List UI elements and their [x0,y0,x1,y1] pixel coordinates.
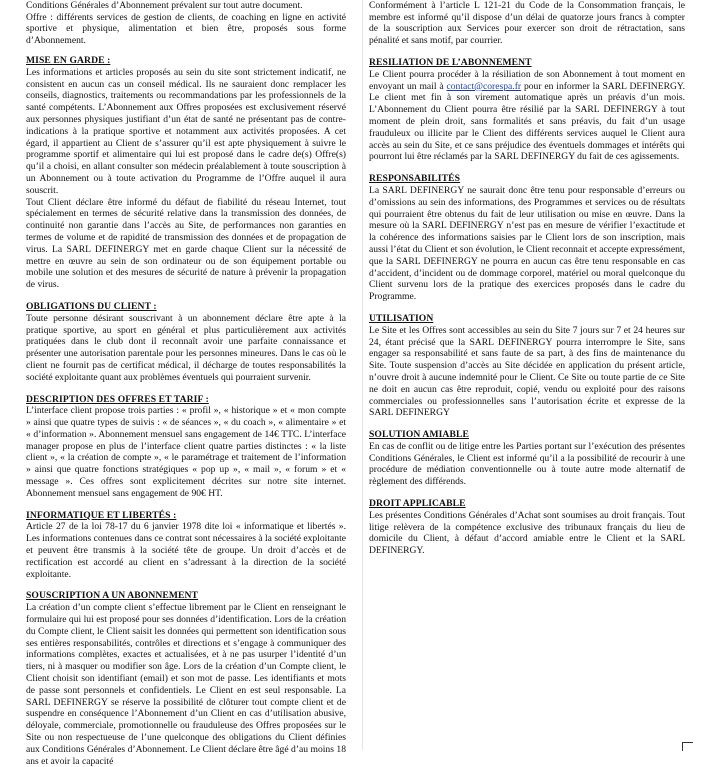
column-gap [362,0,363,750]
heading-droit-applicable: DROIT APPLICABLE [369,498,466,510]
heading-description-offres: DESCRIPTION DES OFFRES ET TARIF : [26,393,209,405]
intro-line-2: Conditions Générales d’Abonnement prévalent sur tout autre document. [26,0,303,11]
intro-offre: Offre : différents services de gestion de clients, de coaching en ligne en activité sportive et physique, alimentation et bien être, proposés sous forme d’Abonnement. [26,11,346,47]
section-solution-amiable [369,429,685,488]
section-obligations [26,301,346,384]
responsabilites-text: La SARL DEFINERGY ne saurait donc être tenu pour responsable d’erreurs ou d’omissions au sein des informations, des Programmes et services ou de résultats qui pourraient être obtenus du fait de leur utilisation ou mise en œuvre. Dans la mesure où la SARL DEFINERGY n’est pas en mesure de vérifier l’exactitude et la cohérence des informations saisies par le Client lors de son inscription, mais aussi l’état du Client et son évolution, le Client reconnait et accepte expressément, que la SARL DEFINERGY ne pourra en aucun cas être tenu responsable en cas d’accident, d’incident ou de dommage corporel, matériel ou moral quelconque du Client survenu lors de la pratique des exercices proposés dans le cadre du Programme. [369,184,685,303]
left-column [26,0,346,767]
section-mise-en-garde [26,55,346,291]
page-corner-mark [682,742,693,751]
obligations-text: Toute personne désirant souscrivant à un abonnement déclare être apte à la pratique sportive, au sport en général et plus particulièrement aux activités pratiquées dans le club dont il reconnaît avoir une parfaite connaissance et présenter une autorisation parentale pour les personnes mineures. Dans le cas où le client ne fournit pas de certificat médical, il décharge de toutes responsabilités la société exploitante quant aux problèmes éventuels qui pourraient survenir. [26,312,346,383]
right-column [369,0,685,750]
resiliation-text-after-link: pour en informer la SARL DEFINERGY. Le client met fin à son virement automatique après un préavis d’un mois. L’Abonnement du Client pourra être résilié par la SARL DEFINERGY à tout moment de plein droit, sans formalités et sans préavis, du fait d’un usage frauduleux ou illicite par le Client des différents services auquel le Client aura accès au sein du Site, et ce sans préjudice des éventuels dommages et intérêts qui pourront lui être réclamés par la SARL DEFINERGY du fait de ces agissements. [369,80,685,163]
mise-en-garde-paragraph-2: Tout Client déclare être informé du défaut de fiabilité du réseau Internet, tout spécialement en termes de sécurité relative dans la transmission des données, de continuité non garantie dans l’accès au Site, de performances non garanties en termes de volume et de rapidité de transmission des données et de propagation de virus. La SARL DEFINERGY met en garde chaque Client sur la nécessité de mettre en œuvre au sein de son ordinateur ou de son équipement portable ou mobile une solution et des mesures de sécurité de nature à prévenir la propagation de virus. [26,196,346,291]
section-retractation [369,0,685,47]
section-souscription [26,590,346,767]
solution-amiable-text: En cas de conflit ou de litige entre les Parties portant sur l’exécution des présentes Conditions Générales, le Client est informé qu’il a la possibilité de recourir à une procédure de médiation conventionnelle ou à toute autre mode alternatif de règlement des différends. [369,440,685,488]
section-droit-applicable [369,498,685,557]
section-utilisation [369,313,685,419]
heading-mise-en-garde: MISE EN GARDE : [26,54,111,66]
souscription-text: La création d’un compte client s’effectue librement par le Client en renseignant le formulaire qui lui est proposé pour ses données d’identification. Lors de la création du Compte client, le Client saisit les données qui permettent son identification sous ses entières responsabilités, contrôles et directions et s’engage à communiquer des informations complètes, exactes et actualisées, et à ne pas usurper l’identité d’un tiers, ni à masquer ou modifier son âge. Lors de la création d’un Compte client, le Client choisit son identifiant (email) et son mot de passe. Les identifiants et mots de passe sont personnels et confidentiels. Le Client en est seul responsable. La SARL DEFINERGY se réserve la possibilité de clôturer tout compte client et de suspendre en conséquence l’Abonnement d’un Client en cas d’utilisation abusive, déloyale, commerciale, promotionnelle ou frauduleuse des Offres proposées sur le Site ou non respectueuse de l’une quelconque des obligations du Client définies aux Conditions Générales d’Abonnement. Le Client déclare être âgé d’au moins 18 ans et avoir la capacité [26,602,346,767]
section-responsabilites [369,173,685,303]
heading-informatique-libertes: INFORMATIQUE ET LIBERTÉS : [26,509,177,521]
heading-souscription: SOUSCRIPTION A UN ABONNEMENT [26,590,199,602]
contact-email-link[interactable]: contact@corespa.fr [446,80,522,92]
utilisation-text: Le Site et les Offres sont accessibles au sein du Site 7 jours sur 7 et 24 heures sur 24, étant précisé que la SARL DEFINERGY pourra interrompre le Site, sans engager sa responsabilité et sans faute de sa part, à des fins de maintenance du Site. Toute suspension d’accès au Site décidée en application du présent article, n’ouvre droit à aucune indemnité pour le Client. Ce Site ou toute partie de ce Site ne doit en aucun cas être reproduit, copié, vendu ou exploité pour des raisons commerciales ou professionnelles sans l’autorisation écrite et expresse de la SARL DEFINERGY [369,324,685,419]
droit-applicable-text: Les présentes Conditions Générales d’Achat sont soumises au droit français. Tout litige relèvera de la compétence exclusive des tribunaux français du lieu de domicile du Client, à défaut d’accord amiable entre le Client et la SARL DEFINERGY. [369,509,685,557]
retractation-text: Conformément à l’article L 121-21 du Code de la Consommation français, le membre est informé qu’il dispose d’un délai de quatorze jours francs à compter de la souscription aux Services pour exercer son droit de rétractation, sans pénalité et sans motif, par courrier. [369,0,685,47]
heading-obligations: OBLIGATIONS DU CLIENT : [26,300,157,312]
heading-utilisation: UTILISATION [369,312,434,324]
resiliation-text [369,69,685,163]
resiliation-text-before-link: Le Client pourra procéder à la résiliation de son Abonnement à tout moment en envoyant un mail à [369,68,685,92]
section-resiliation [369,57,685,163]
heading-responsabilites: RESPONSABILITÉS [369,173,461,185]
mise-en-garde-paragraph-1: Les informations et articles proposés au sein du site sont strictement indicatif, ne consistent en aucun cas un conseil médical. Ils ne sauraient donc remplacer les conseils, diagnostics, traitements ou recommandations par les professionnels de la santé compétents. L’Abonnement aux Offres proposées est exclusivement réservé aux personnes physiques justifiant d’un état de santé ne présentant pas de contre-indications à la pratique sportive et notamment aux activités proposées. A cet égard, il appartient au Client de s’assurer qu’il est apte physiquement à suivre le programme sportif et alimentaire qui lui est proposé dans le cadre de(s) Offre(s) qu’il a choisi, en allant consulter son médecin préalablement à toute souscription à un Abonnement ou à toute activation du Programme de l’Offre auquel il aura souscrit. [26,66,346,196]
description-offres-text: L’interface client propose trois parties : « profil », « historique » et « mon compte » ainsi que quatre types de suivis : « de séances », « du coach », « alimentaire » et « d’information ». Abonnement mensuel sans engagement de 14€ TTC. L’interface manager propose en plus de l’interface client quatre parties distinctes : « la liste client », « la création de compte », « le paramétrage et traitement de l’information » ainsi que quatre fonctions stratégiques « pop up », « mail », « forum » et « message ». Ces offres sont explicitement décrites sur notre site internet. Abonnement mensuel sans engagement de 90€ HT. [26,405,346,499]
informatique-libertes-text: Article 27 de la loi 78-17 du 6 janvier 1978 dite loi « informatique et libertés ». Les informations contenues dans ce contrat sont nécessaires à la société exploitante et peuvent être transmis à la société tête de groupe. Un droit d’accès et de rectification est accordé au client en s’adressant à la direction de la société exploitante. [26,521,346,580]
section-description-offres [26,394,346,500]
section-informatique-libertes [26,510,346,581]
heading-resiliation: RESILIATION DE L’ABONNEMENT [369,56,532,68]
intro-block [26,0,346,47]
heading-solution-amiable: SOLUTION AMIABLE [369,429,469,441]
